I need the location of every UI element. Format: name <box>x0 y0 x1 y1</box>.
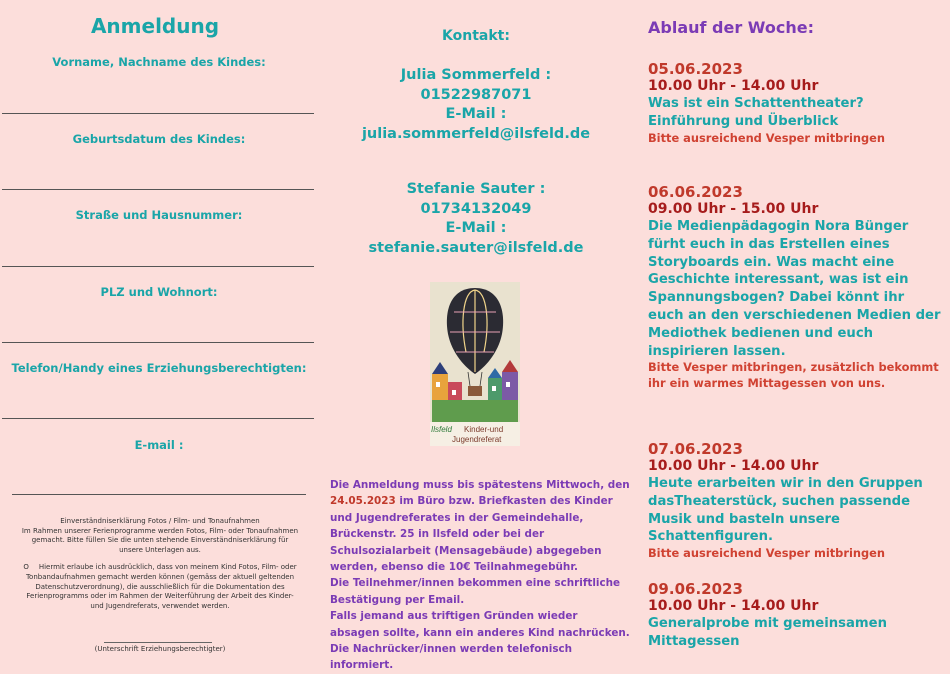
contact-phone[interactable]: 01734132049 <box>420 200 532 217</box>
consent-text: Im Rahmen unserer Ferienprogramme werden Fotos, Film- oder Tonaufnahmen gemacht. Bitte füllen Sie die unten stehende Einverständniserklärung für unsere Unterlagen aus. <box>21 526 299 554</box>
signature-label: (Unterschrift Erziehungsberechtigter) <box>94 645 226 653</box>
registration-title: Anmeldung <box>90 14 220 38</box>
day-note: Bitte ausreichend Vesper mitbringen <box>648 546 885 561</box>
day-description: Heute erarbeiten wir in den Gruppen dasTheaterstück, suchen passende Musik und basteln unsere Schattenfiguren. <box>648 476 923 545</box>
field-label-child-name: Vorname, Nachname des Kindes: <box>52 55 266 69</box>
day-date: 09.06.2023 <box>648 580 743 598</box>
contact-email-label: E-Mail : <box>445 220 507 236</box>
field-label-phone: Telefon/Handy eines Erziehungsberechtigten: <box>11 361 307 375</box>
schedule-day <box>648 580 944 651</box>
svg-text:Jugendreferat: Jugendreferat <box>452 435 502 444</box>
contact-section <box>318 0 634 672</box>
day-date: 06.06.2023 <box>648 183 743 201</box>
contact-title: Kontakt: <box>442 28 510 44</box>
svg-text:Ilsfeld: Ilsfeld <box>431 425 452 434</box>
consent-checkbox[interactable]: O <box>23 563 29 572</box>
consent-title: Einverständniserklärung Fotos / Film- und Tonaufnahmen <box>60 517 260 525</box>
field-line-zip-city[interactable] <box>2 342 314 343</box>
field-line-email[interactable] <box>12 494 306 495</box>
day-time: 10.00 Uhr - 14.00 Uhr <box>648 458 819 474</box>
field-label-birthdate: Geburtsdatum des Kindes: <box>72 132 246 146</box>
registration-notice <box>330 477 630 674</box>
field-line-phone[interactable] <box>2 418 314 419</box>
contact-name: Julia Sommerfeld : <box>400 67 552 83</box>
contact-email[interactable]: julia.sommerfeld@ilsfeld.de <box>361 125 591 142</box>
field-label-street: Straße und Hausnummer: <box>75 208 243 222</box>
day-time: 10.00 Uhr - 14.00 Uhr <box>648 78 819 94</box>
notice-text-post: im Büro bzw. Briefkasten des Kinder und Jugendreferates in der Gemeindehalle, Brückenstr. 25 in Ilsfeld oder bei der Schulsozialarbeit (Mensagebäude) abgegeben werden, ebenso die 10€ Teilnahmegebühr. <box>330 495 613 574</box>
contact-card-1 <box>318 66 634 144</box>
registration-form <box>0 0 318 672</box>
schedule-day <box>648 183 944 391</box>
field-line-child-name[interactable] <box>2 113 314 114</box>
day-description: Generalprobe mit gemeinsamen Mittagessen <box>648 616 887 649</box>
day-note: Bitte Vesper mitbringen, zusätzlich bekommt ihr ein warmes Mittagessen von uns. <box>648 360 939 390</box>
day-time: 10.00 Uhr - 14.00 Uhr <box>648 598 819 614</box>
notice-text-pre: Die Anmeldung muss bis spätestens Mittwoch, den <box>330 479 630 491</box>
schedule-title: Ablauf der Woche: <box>648 18 814 37</box>
notice-waitlist: Falls jemand aus triftigen Gründen wieder absagen sollte, kann ein anderes Kind nachrücken. Die Nachrücker/innen werden telefonisch informiert. <box>330 610 630 672</box>
day-note: Bitte ausreichend Vesper mitbringen <box>648 130 885 145</box>
contact-card-2 <box>318 180 634 258</box>
field-label-email: E-mail : <box>134 438 184 452</box>
consent-permission-row <box>20 563 300 611</box>
day-description: Die Medienpädagogin Nora Bünger fürht euch in das Erstellen eines Storyboards ein. Was macht eine Geschichte interessant, was ist ein Spannungsbogen? Dabei könnt ihr euch an den verschiedenen Medien der Mediothek bedienen und euch inspirieren lassen. <box>648 219 941 359</box>
contact-email-label: E-Mail : <box>445 106 507 122</box>
notice-confirmation: Die Teilnehmer/innen bekommen eine schriftliche Bestätigung per Email. <box>330 577 621 606</box>
consent-block <box>20 517 300 611</box>
field-line-street[interactable] <box>2 266 314 267</box>
day-date: 07.06.2023 <box>648 440 743 458</box>
svg-text:Kinder-und: Kinder-und <box>464 425 504 434</box>
contact-name: Stefanie Sauter : <box>406 181 546 197</box>
day-description: Was ist ein Schattentheater? Einführung und Überblick <box>648 96 864 129</box>
youth-office-logo <box>430 282 520 446</box>
signature-line[interactable] <box>104 642 212 643</box>
field-line-birthdate[interactable] <box>2 189 314 190</box>
notice-deadline-date: 24.05.2023 <box>330 495 396 508</box>
weekly-schedule <box>634 0 950 672</box>
schedule-day <box>648 60 944 146</box>
schedule-day <box>648 440 944 562</box>
consent-permission: Hiermit erlaube ich ausdrücklich, dass von meinem Kind Fotos, Film- oder Tonbandaufnahmen gemacht werden können (gemäss der aktuell geltenden Datenschutzverordnung), die ausschließlich für die Dokumentation des Ferienprogramms oder im Rahmen der Weiterführung der Arbeit des Kinder-und Jugendreferats, verwendet werden. <box>25 563 297 610</box>
contact-email[interactable]: stefanie.sauter@ilsfeld.de <box>368 239 584 256</box>
day-date: 05.06.2023 <box>648 60 743 78</box>
day-time: 09.00 Uhr - 15.00 Uhr <box>648 201 819 217</box>
field-label-zip-city: PLZ und Wohnort: <box>100 285 218 299</box>
contact-phone[interactable]: 01522987071 <box>420 86 532 103</box>
